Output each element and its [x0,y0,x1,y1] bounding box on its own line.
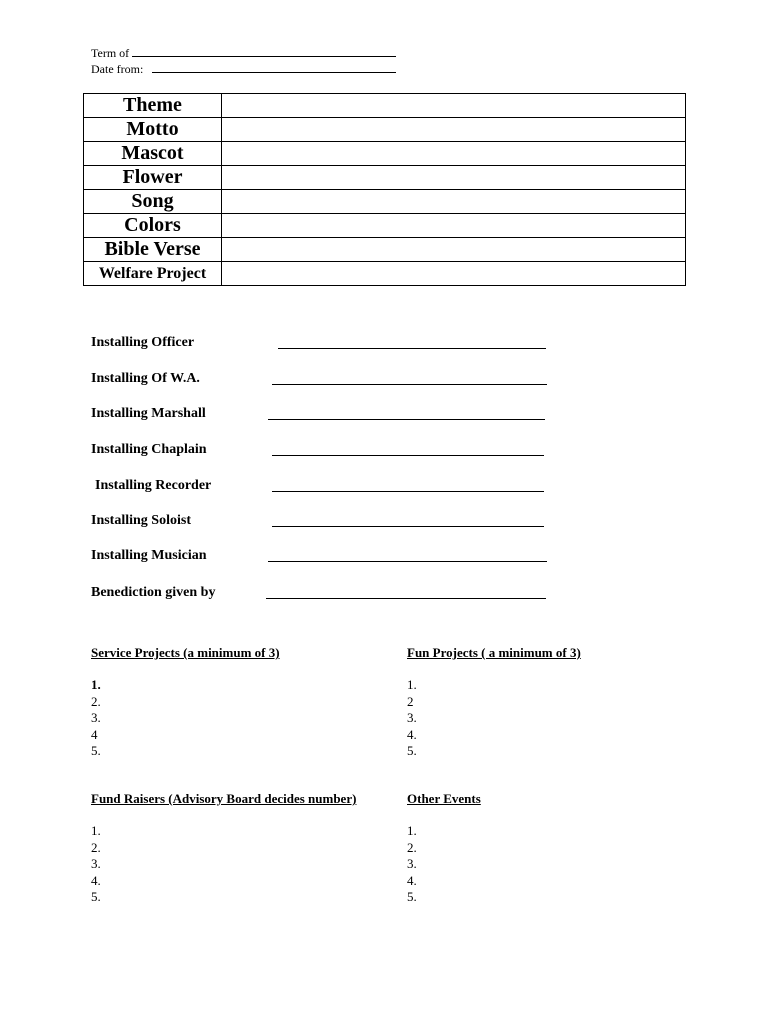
fun-projects-list [407,677,417,760]
date-field [91,62,396,77]
song-label: Song [84,190,222,214]
list-item: 1. [407,677,417,692]
list-item: 1. [91,677,101,692]
other-events-title: Other Events [407,791,481,806]
colors-label: Colors [84,214,222,238]
list-item: 4. [407,872,417,888]
installing-soloist-line[interactable] [272,526,544,527]
theme-label: Theme [84,94,222,118]
installing-recorder-label: Installing Recorder [95,478,212,493]
list-item: 5. [91,743,101,758]
table-row [84,118,686,142]
list-item: 2. [91,693,101,709]
table-row [84,190,686,214]
welfare-project-label: Welfare Project [84,262,222,286]
list-item: 5. [407,743,417,758]
installing-marshall-label: Installing Marshall [91,406,206,421]
installing-wa-label: Installing Of W.A. [91,371,200,386]
table-row [84,142,686,166]
list-item: 3. [407,710,417,725]
benediction-line[interactable] [266,598,546,599]
term-label: Term of [91,46,130,60]
term-field [91,46,396,61]
flower-value[interactable] [222,166,686,190]
installing-chaplain-label: Installing Chaplain [91,442,207,457]
list-item: 1. [91,823,101,838]
installing-officer-line[interactable] [278,348,546,349]
welfare-project-value[interactable] [222,262,686,286]
list-item: 4. [407,726,417,742]
fun-projects-title: Fun Projects ( a minimum of 3) [407,645,581,660]
song-value[interactable] [222,190,686,214]
flower-label: Flower [84,166,222,190]
list-item: 4 [91,726,98,742]
term-input[interactable] [132,47,396,57]
installing-musician-line[interactable] [268,561,547,562]
list-item: 3. [91,856,101,871]
motto-label: Motto [84,118,222,142]
table-row [84,94,686,118]
list-item: 2. [407,839,417,855]
benediction-label: Benediction given by [91,585,216,600]
list-item: 3. [91,710,101,725]
date-label: Date from: [91,62,144,76]
other-events-list [407,823,417,906]
installing-recorder-line[interactable] [272,491,544,492]
installing-marshall-line[interactable] [268,419,545,420]
list-item: 5. [407,889,417,904]
mascot-value[interactable] [222,142,686,166]
service-projects-list [91,677,101,760]
info-table [83,93,686,286]
bible-verse-value[interactable] [222,238,686,262]
table-row [84,166,686,190]
mascot-label: Mascot [84,142,222,166]
fund-raisers-list [91,823,101,906]
installing-musician-label: Installing Musician [91,548,207,563]
bible-verse-label: Bible Verse [84,238,222,262]
list-item: 3. [407,856,417,871]
motto-value[interactable] [222,118,686,142]
date-input[interactable] [152,63,396,73]
table-row [84,214,686,238]
installing-wa-line[interactable] [272,384,547,385]
installing-chaplain-line[interactable] [272,455,544,456]
list-item: 4. [91,872,101,888]
installing-soloist-label: Installing Soloist [91,513,191,528]
table-row [84,262,686,286]
list-item: 2 [407,693,414,709]
list-item: 2. [91,839,101,855]
colors-value[interactable] [222,214,686,238]
installing-officer-label: Installing Officer [91,335,195,350]
theme-value[interactable] [222,94,686,118]
list-item: 1. [407,823,417,838]
fund-raisers-title: Fund Raisers (Advisory Board decides number) [91,791,357,806]
list-item: 5. [91,889,101,904]
service-projects-title: Service Projects (a minimum of 3) [91,645,280,660]
table-row [84,238,686,262]
